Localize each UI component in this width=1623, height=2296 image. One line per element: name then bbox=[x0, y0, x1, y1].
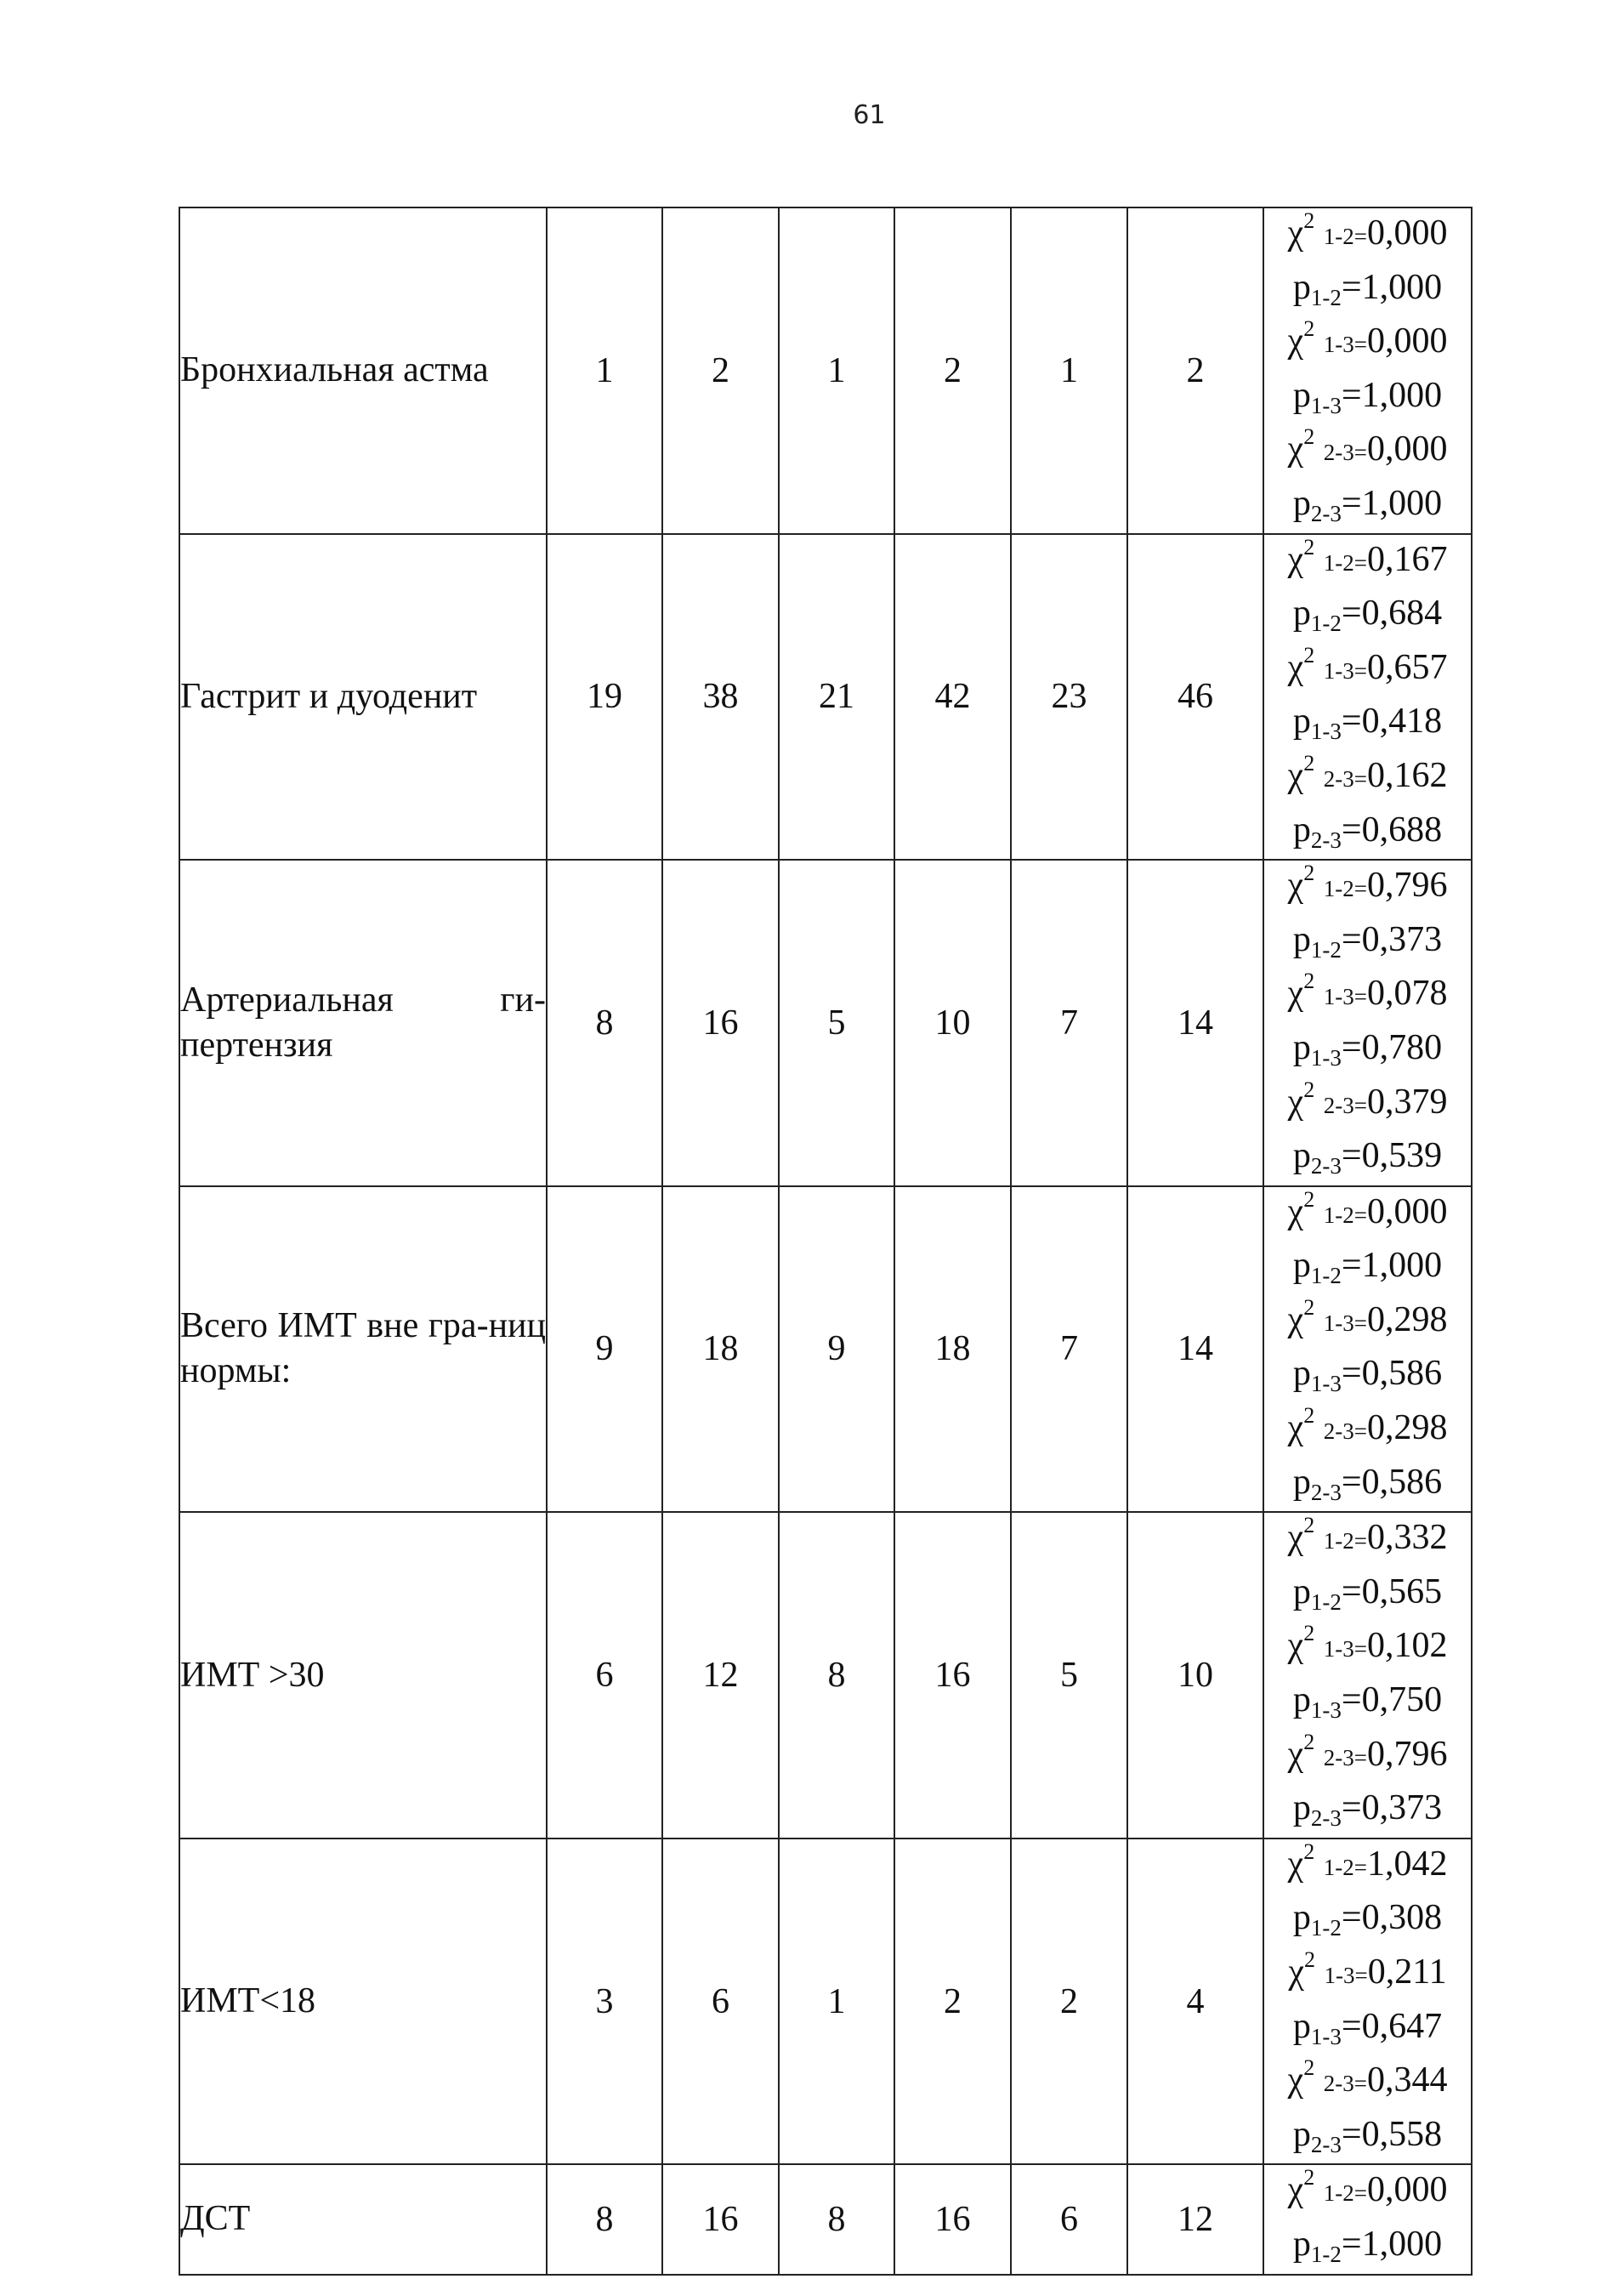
p-value-line bbox=[1264, 1675, 1471, 1730]
group-label: 1-2 bbox=[1323, 549, 1354, 576]
group-label: 2-3 bbox=[1310, 1153, 1342, 1179]
table-row bbox=[179, 207, 1472, 534]
p-value-line bbox=[1264, 2002, 1471, 2056]
equals-sign: = bbox=[1341, 702, 1362, 742]
group-label: 1-2 bbox=[1323, 1528, 1354, 1554]
chi-symbol: χ bbox=[1287, 1299, 1304, 1339]
equals-sign: = bbox=[1341, 594, 1362, 634]
group-label: 1-3 bbox=[1310, 392, 1342, 418]
value-cell: 7 bbox=[1011, 1186, 1127, 1513]
stat-value: 0,586 bbox=[1361, 1354, 1443, 1394]
p-value-line bbox=[1264, 371, 1471, 425]
equals-sign: = bbox=[1341, 1898, 1362, 1938]
value-cell: 6 bbox=[662, 1839, 779, 2165]
value-cell: 10 bbox=[1127, 1512, 1263, 1839]
value-cell: 19 bbox=[547, 534, 662, 861]
stat-value: 0,780 bbox=[1361, 1027, 1443, 1067]
equals-sign: = bbox=[1341, 2224, 1362, 2264]
stats-cell bbox=[1263, 207, 1472, 534]
value-cell: 9 bbox=[547, 1186, 662, 1513]
p-symbol: p bbox=[1292, 483, 1311, 523]
chi-symbol: χ bbox=[1287, 213, 1304, 253]
equals-sign: = bbox=[1353, 1636, 1367, 1662]
p-value-line bbox=[1264, 2219, 1471, 2274]
p-value-line bbox=[1264, 915, 1471, 969]
value-cell: 18 bbox=[662, 1186, 779, 1513]
p-symbol: p bbox=[1292, 810, 1311, 850]
stat-value: 0,373 bbox=[1361, 1788, 1443, 1828]
group-label: 2-3 bbox=[1310, 827, 1342, 853]
stats-cell bbox=[1263, 1186, 1472, 1513]
group-label: 1-2 bbox=[1323, 876, 1354, 902]
superscript-two: 2 bbox=[1303, 1947, 1315, 1972]
p-value-line bbox=[1264, 696, 1471, 751]
chi-square-line bbox=[1264, 751, 1471, 805]
row-label: Артериальная ги-пертензия bbox=[179, 860, 547, 1186]
stat-value: 0,167 bbox=[1366, 539, 1448, 579]
equals-sign: = bbox=[1353, 1528, 1367, 1554]
value-cell: 7 bbox=[1011, 860, 1127, 1186]
equals-sign: = bbox=[1341, 919, 1362, 959]
stat-value: 1,000 bbox=[1361, 2224, 1443, 2264]
stat-value: 0,539 bbox=[1361, 1136, 1443, 1176]
equals-sign: = bbox=[1341, 1571, 1362, 1611]
value-cell: 8 bbox=[779, 2164, 894, 2274]
stat-value: 0,796 bbox=[1366, 1734, 1448, 1774]
chi-symbol: χ bbox=[1287, 1082, 1304, 1122]
superscript-two: 2 bbox=[1303, 316, 1315, 342]
stats-cell bbox=[1263, 2164, 1472, 2274]
superscript-two: 2 bbox=[1303, 2165, 1315, 2191]
group-label: 1-3 bbox=[1323, 1310, 1354, 1336]
p-symbol: p bbox=[1292, 375, 1311, 415]
group-label: 1-3 bbox=[1323, 332, 1354, 358]
stat-value: 0,000 bbox=[1366, 1191, 1448, 1231]
equals-sign: = bbox=[1353, 657, 1367, 684]
equals-sign: = bbox=[1341, 1788, 1362, 1828]
stat-value: 0,586 bbox=[1361, 1462, 1443, 1502]
equals-sign: = bbox=[1353, 1310, 1367, 1336]
p-symbol: p bbox=[1292, 2114, 1311, 2154]
equals-sign: = bbox=[1341, 1027, 1362, 1067]
superscript-two: 2 bbox=[1303, 1729, 1315, 1754]
chi-symbol: χ bbox=[1287, 539, 1304, 579]
p-value-line bbox=[1264, 263, 1471, 317]
table-body bbox=[179, 207, 1472, 2275]
group-label: 1-2 bbox=[1310, 1915, 1342, 1941]
row-label: Гастрит и дуоденит bbox=[179, 534, 547, 861]
equals-sign: = bbox=[1353, 984, 1367, 1010]
value-cell: 9 bbox=[779, 1186, 894, 1513]
value-cell: 14 bbox=[1127, 1186, 1263, 1513]
group-label: 1-2 bbox=[1310, 284, 1342, 310]
equals-sign: = bbox=[1341, 483, 1362, 523]
equals-sign: = bbox=[1341, 1462, 1362, 1502]
p-value-line bbox=[1264, 1349, 1471, 1403]
p-symbol: p bbox=[1292, 267, 1311, 307]
equals-sign: = bbox=[1341, 2114, 1362, 2154]
group-label: 1-3 bbox=[1310, 1044, 1342, 1071]
value-cell: 16 bbox=[662, 2164, 779, 2274]
group-label: 1-3 bbox=[1323, 984, 1354, 1010]
row-label: ДСТ bbox=[179, 2164, 547, 2274]
superscript-two: 2 bbox=[1303, 1186, 1315, 1212]
value-cell: 1 bbox=[779, 1839, 894, 2165]
value-cell: 16 bbox=[894, 1512, 1011, 1839]
equals-sign: = bbox=[1353, 1418, 1367, 1445]
table-row bbox=[179, 2164, 1472, 2274]
value-cell: 2 bbox=[894, 207, 1011, 534]
value-cell: 21 bbox=[779, 534, 894, 861]
stat-value: 0,078 bbox=[1366, 974, 1448, 1014]
equals-sign: = bbox=[1353, 440, 1367, 466]
row-label: ИМТ<18 bbox=[179, 1839, 547, 2165]
superscript-two: 2 bbox=[1303, 1403, 1315, 1429]
chi-square-line bbox=[1264, 1187, 1471, 1242]
chi-square-line bbox=[1264, 535, 1471, 589]
group-label: 2-3 bbox=[1323, 1744, 1354, 1770]
group-label: 2-3 bbox=[1310, 1479, 1342, 1505]
equals-sign: = bbox=[1353, 549, 1367, 576]
stat-value: 1,000 bbox=[1361, 1246, 1443, 1286]
superscript-two: 2 bbox=[1303, 969, 1315, 994]
group-label: 2-3 bbox=[1310, 500, 1342, 526]
p-value-line bbox=[1264, 1893, 1471, 1947]
stat-value: 0,750 bbox=[1361, 1680, 1443, 1720]
group-label: 1-3 bbox=[1323, 657, 1354, 684]
equals-sign: = bbox=[1341, 375, 1362, 415]
p-value-line bbox=[1264, 1131, 1471, 1185]
group-label: 1-2 bbox=[1310, 1263, 1342, 1289]
value-cell: 1 bbox=[779, 207, 894, 534]
chi-symbol: χ bbox=[1287, 321, 1304, 361]
equals-sign: = bbox=[1353, 765, 1367, 792]
value-cell: 1 bbox=[547, 207, 662, 534]
value-cell: 14 bbox=[1127, 860, 1263, 1186]
equals-sign: = bbox=[1341, 1246, 1362, 1286]
equals-sign: = bbox=[1354, 1963, 1368, 1988]
value-cell: 18 bbox=[894, 1186, 1011, 1513]
equals-sign: = bbox=[1341, 810, 1362, 850]
stat-value: 0,000 bbox=[1366, 429, 1448, 469]
value-cell: 10 bbox=[894, 860, 1011, 1186]
value-cell: 6 bbox=[547, 1512, 662, 1839]
stat-value: 0,373 bbox=[1361, 919, 1443, 959]
superscript-two: 2 bbox=[1303, 534, 1315, 560]
group-label: 1-2 bbox=[1323, 1854, 1354, 1880]
value-cell: 38 bbox=[662, 534, 779, 861]
stat-value: 0,000 bbox=[1366, 321, 1448, 361]
value-cell: 42 bbox=[894, 534, 1011, 861]
equals-sign: = bbox=[1353, 224, 1367, 249]
stat-value: 0,647 bbox=[1361, 2006, 1443, 2046]
value-cell: 3 bbox=[547, 1839, 662, 2165]
superscript-two: 2 bbox=[1303, 1513, 1315, 1538]
chi-square-line bbox=[1264, 316, 1471, 371]
superscript-two: 2 bbox=[1303, 1077, 1315, 1102]
value-cell: 46 bbox=[1127, 534, 1263, 861]
p-symbol: p bbox=[1292, 1246, 1311, 1286]
stat-value: 1,042 bbox=[1366, 1844, 1448, 1884]
value-cell: 4 bbox=[1127, 1839, 1263, 2165]
equals-sign: = bbox=[1353, 876, 1367, 902]
chi-symbol: χ bbox=[1287, 1191, 1304, 1231]
chi-square-line bbox=[1264, 424, 1471, 479]
equals-sign: = bbox=[1341, 1354, 1362, 1394]
p-value-line bbox=[1264, 2110, 1471, 2164]
stats-cell bbox=[1263, 534, 1472, 861]
value-cell: 8 bbox=[547, 860, 662, 1186]
p-symbol: p bbox=[1292, 2006, 1311, 2046]
group-label: 2-3 bbox=[1323, 1092, 1354, 1118]
chi-symbol: χ bbox=[1287, 647, 1304, 687]
superscript-two: 2 bbox=[1303, 642, 1315, 668]
value-cell: 5 bbox=[1011, 1512, 1127, 1839]
superscript-two: 2 bbox=[1303, 1294, 1315, 1320]
stat-value: 0,308 bbox=[1361, 1898, 1443, 1938]
group-label: 2-3 bbox=[1310, 1805, 1342, 1832]
table-row bbox=[179, 1186, 1472, 1513]
value-cell: 8 bbox=[779, 1512, 894, 1839]
chi-symbol: χ bbox=[1287, 429, 1304, 469]
superscript-two: 2 bbox=[1303, 2055, 1315, 2081]
p-value-line bbox=[1264, 1567, 1471, 1622]
stat-value: 0,000 bbox=[1366, 2170, 1448, 2210]
p-symbol: p bbox=[1292, 1680, 1311, 1720]
stat-value: 0,162 bbox=[1366, 755, 1448, 795]
equals-sign: = bbox=[1353, 1092, 1367, 1118]
group-label: 1-2 bbox=[1310, 611, 1342, 637]
chi-symbol: χ bbox=[1287, 1518, 1304, 1558]
table-row bbox=[179, 534, 1472, 861]
chi-square-line bbox=[1264, 2165, 1471, 2219]
value-cell: 5 bbox=[779, 860, 894, 1186]
chi-symbol: χ bbox=[1287, 2170, 1304, 2210]
p-symbol: p bbox=[1292, 1571, 1311, 1611]
value-cell: 8 bbox=[547, 2164, 662, 2274]
chi-square-line bbox=[1264, 1513, 1471, 1567]
group-label: 2-3 bbox=[1323, 440, 1354, 466]
stats-cell bbox=[1263, 1512, 1472, 1839]
row-label: Бронхиальная астма bbox=[179, 207, 547, 534]
p-symbol: p bbox=[1292, 1136, 1311, 1176]
p-symbol: p bbox=[1292, 702, 1311, 742]
stat-value: 0,565 bbox=[1361, 1571, 1443, 1611]
value-cell: 12 bbox=[662, 1512, 779, 1839]
equals-sign: = bbox=[1353, 2071, 1367, 2097]
chi-symbol: χ bbox=[1287, 1734, 1304, 1774]
table-row bbox=[179, 1839, 1472, 2165]
stat-value: 0,379 bbox=[1366, 1082, 1448, 1122]
p-value-line bbox=[1264, 479, 1471, 533]
group-label: 1-2 bbox=[1323, 224, 1354, 249]
stat-value: 1,000 bbox=[1361, 267, 1443, 307]
stat-value: 0,558 bbox=[1361, 2114, 1443, 2154]
equals-sign: = bbox=[1353, 332, 1367, 358]
superscript-two: 2 bbox=[1303, 424, 1315, 450]
p-value-line bbox=[1264, 1458, 1471, 1512]
stat-value: 1,000 bbox=[1361, 483, 1443, 523]
value-cell: 2 bbox=[894, 1839, 1011, 2165]
stat-value: 0,000 bbox=[1366, 213, 1448, 253]
equals-sign: = bbox=[1353, 1744, 1367, 1770]
p-value-line bbox=[1264, 588, 1471, 643]
group-label: 2-3 bbox=[1323, 765, 1354, 792]
stats-cell bbox=[1263, 1839, 1472, 2165]
p-symbol: p bbox=[1292, 1027, 1311, 1067]
value-cell: 23 bbox=[1011, 534, 1127, 861]
group-label: 2-3 bbox=[1323, 1418, 1354, 1445]
table-row bbox=[179, 1512, 1472, 1839]
chi-square-line bbox=[1264, 861, 1471, 915]
chi-square-line bbox=[1264, 1839, 1471, 1894]
group-label: 1-2 bbox=[1310, 1588, 1342, 1615]
group-label: 1-3 bbox=[1310, 719, 1342, 745]
chi-square-line bbox=[1264, 1947, 1471, 2002]
stat-value: 0,102 bbox=[1366, 1626, 1448, 1666]
chi-symbol: χ bbox=[1287, 755, 1304, 795]
p-symbol: p bbox=[1292, 1898, 1311, 1938]
p-value-line bbox=[1264, 805, 1471, 860]
equals-sign: = bbox=[1341, 267, 1362, 307]
stat-value: 0,796 bbox=[1366, 866, 1448, 906]
value-cell: 16 bbox=[662, 860, 779, 1186]
chi-symbol: χ bbox=[1287, 866, 1304, 906]
group-label: 1-3 bbox=[1310, 2023, 1342, 2049]
value-cell: 16 bbox=[894, 2164, 1011, 2274]
p-symbol: p bbox=[1292, 2224, 1311, 2264]
group-label: 1-2 bbox=[1310, 936, 1342, 963]
page-number: 61 bbox=[853, 100, 886, 130]
chi-square-line bbox=[1264, 643, 1471, 697]
group-label: 1-2 bbox=[1323, 1202, 1354, 1228]
stat-value: 0,688 bbox=[1361, 810, 1443, 850]
chi-square-line bbox=[1264, 208, 1471, 263]
superscript-two: 2 bbox=[1303, 1839, 1315, 1864]
p-value-line bbox=[1264, 1023, 1471, 1077]
equals-sign: = bbox=[1341, 1680, 1362, 1720]
chi-symbol: χ bbox=[1287, 1408, 1304, 1448]
equals-sign: = bbox=[1341, 1136, 1362, 1176]
p-symbol: p bbox=[1292, 1788, 1311, 1828]
stat-value: 0,657 bbox=[1366, 647, 1448, 687]
chi-square-line bbox=[1264, 1403, 1471, 1458]
p-symbol: p bbox=[1292, 594, 1311, 634]
chi-square-line bbox=[1264, 2055, 1471, 2110]
stat-value: 0,344 bbox=[1366, 2060, 1448, 2100]
chi-square-line bbox=[1264, 1730, 1471, 1784]
p-value-line bbox=[1264, 1241, 1471, 1295]
superscript-two: 2 bbox=[1303, 1621, 1315, 1646]
value-cell: 2 bbox=[1127, 207, 1263, 534]
stats-cell bbox=[1263, 860, 1472, 1186]
group-label: 1-2 bbox=[1323, 2180, 1354, 2207]
stat-value: 0,418 bbox=[1361, 702, 1443, 742]
chi-symbol: χ bbox=[1287, 1626, 1304, 1666]
equals-sign: = bbox=[1341, 2006, 1362, 2046]
p-symbol: p bbox=[1292, 1354, 1311, 1394]
group-label: 1-3 bbox=[1310, 1371, 1342, 1397]
superscript-two: 2 bbox=[1303, 208, 1315, 233]
stat-value: 0,211 bbox=[1367, 1952, 1447, 1992]
value-cell: 1 bbox=[1011, 207, 1127, 534]
stat-value: 0,684 bbox=[1361, 594, 1443, 634]
group-label: 2-3 bbox=[1310, 2131, 1342, 2157]
chi-square-line bbox=[1264, 1077, 1471, 1132]
value-cell: 2 bbox=[662, 207, 779, 534]
statistics-table bbox=[179, 207, 1473, 2276]
table-row bbox=[179, 860, 1472, 1186]
p-symbol: p bbox=[1292, 919, 1311, 959]
stat-value: 0,298 bbox=[1366, 1299, 1448, 1339]
row-label: ИМТ >30 bbox=[179, 1512, 547, 1839]
chi-square-line bbox=[1264, 1295, 1471, 1350]
chi-square-line bbox=[1264, 969, 1471, 1023]
group-label: 1-3 bbox=[1323, 1636, 1354, 1662]
p-symbol: p bbox=[1292, 1462, 1311, 1502]
stat-value: 0,298 bbox=[1366, 1408, 1448, 1448]
equals-sign: = bbox=[1353, 2180, 1367, 2207]
group-label: 1-2 bbox=[1310, 2241, 1342, 2267]
value-cell: 2 bbox=[1011, 1839, 1127, 2165]
chi-symbol: χ bbox=[1288, 1952, 1304, 1992]
stat-value: 1,000 bbox=[1361, 375, 1443, 415]
chi-symbol: χ bbox=[1287, 1844, 1304, 1884]
superscript-two: 2 bbox=[1303, 861, 1315, 886]
row-label: Всего ИМТ вне гра-ниц нормы: bbox=[179, 1186, 547, 1513]
value-cell: 12 bbox=[1127, 2164, 1263, 2274]
value-cell: 6 bbox=[1011, 2164, 1127, 2274]
chi-square-line bbox=[1264, 1621, 1471, 1675]
p-value-line bbox=[1264, 1783, 1471, 1838]
chi-symbol: χ bbox=[1287, 974, 1304, 1014]
group-label: 1-3 bbox=[1324, 1963, 1355, 1988]
stat-value: 0,332 bbox=[1366, 1518, 1448, 1558]
superscript-two: 2 bbox=[1303, 750, 1315, 776]
group-label: 1-3 bbox=[1310, 1697, 1342, 1724]
equals-sign: = bbox=[1353, 1854, 1367, 1880]
group-label: 2-3 bbox=[1323, 2071, 1354, 2097]
chi-symbol: χ bbox=[1287, 2060, 1304, 2100]
equals-sign: = bbox=[1353, 1202, 1367, 1228]
